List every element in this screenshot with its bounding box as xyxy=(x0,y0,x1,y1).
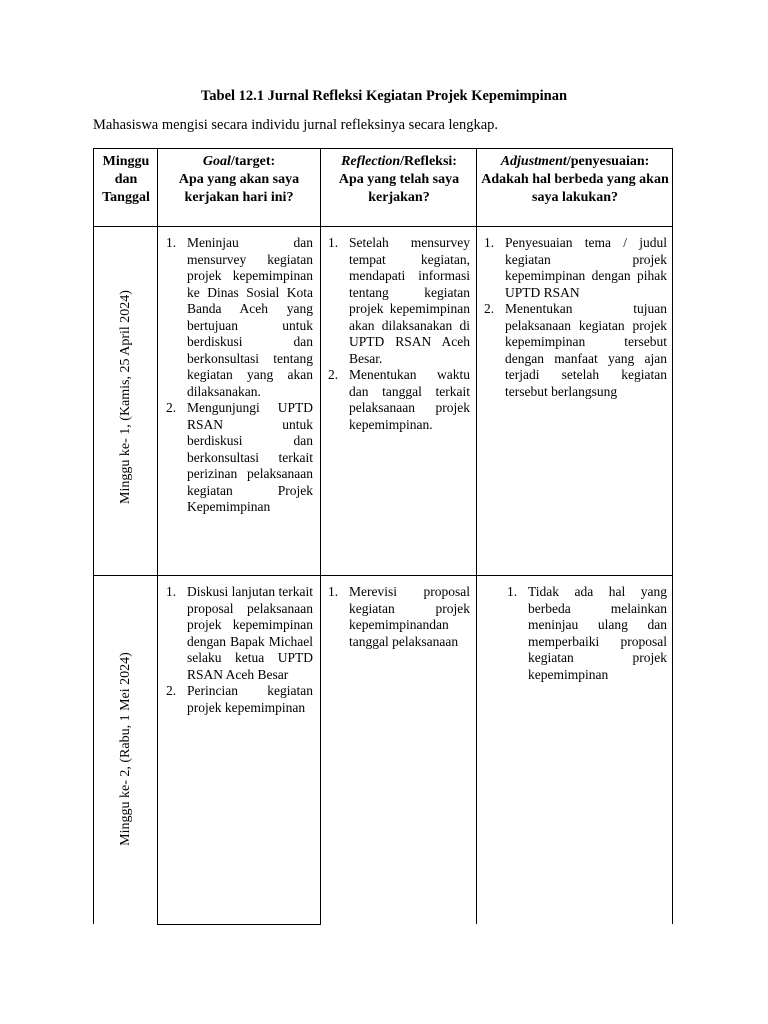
reflection-list-week-1 xyxy=(328,235,470,433)
list-item: 1. Merevisi proposal kegiatan projek kepemimpinandan tanggal pelaksanaan xyxy=(328,584,470,649)
list-item: 2. Mengunjungi UPTD RSAN untuk berdiskusi dan berkonsultasi terkait perizinan pelaksanaan kegiatan Projek Kepemimpinan xyxy=(166,400,313,514)
instruction-text: Mahasiswa mengisi secara individu jurnal refleksinya secara lengkap. xyxy=(93,117,499,133)
list-item: 1. Meninjau dan mensurvey kegiatan projek kepemimpinan ke Dinas Sosial Kota Banda Aceh yang bertujuan untuk berdiskusi dan berkonsultasi tentang kegiatan yang akan dilaksanakan. xyxy=(166,235,313,399)
column-divider xyxy=(157,149,158,924)
header-reflection: Reflection/Refleksi: Apa yang telah saya kerjakan? xyxy=(338,154,460,205)
header-row-divider xyxy=(94,226,672,227)
adjustment-list-week-2 xyxy=(507,584,667,683)
page-title: Tabel 12.1 Jurnal Refleksi Kegiatan Projek Kepemimpinan xyxy=(200,88,568,104)
column-divider xyxy=(320,149,321,924)
goal-cell-bottom-border xyxy=(157,924,321,925)
row-divider xyxy=(94,575,672,576)
list-item: 1. Diskusi lanjutan terkait proposal pelaksanaan projek kepemimpinan dengan Bapak Michael selaku ketua UPTD RSAN Aceh Besar xyxy=(166,584,313,682)
list-item: 1. Penyesuaian tema / judul kegiatan projek kepemimpinan dengan pihak UPTD RSAN xyxy=(484,235,667,300)
list-item: 1. Tidak ada hal yang berbeda melainkan meninjau ulang dan memperbaiki proposal kegiatan projek kepemimpinan xyxy=(507,584,667,682)
goal-list-week-1 xyxy=(166,235,313,516)
goal-list-week-2 xyxy=(166,584,313,716)
column-divider xyxy=(476,149,477,924)
header-week-date: Minggu dan Tanggal xyxy=(102,154,150,205)
list-item: 2. Perincian kegiatan projek kepemimpinan xyxy=(166,683,313,715)
row-label-week-1: Minggu ke- 1, (Kamis, 25 April 2024) xyxy=(118,290,133,504)
reflection-journal-table xyxy=(93,148,673,924)
adjustment-list-week-1 xyxy=(484,235,667,400)
reflection-list-week-2 xyxy=(328,584,470,650)
list-item: 2. Menentukan waktu dan tanggal terkait pelaksanaan projek kepemimpinan. xyxy=(328,367,470,432)
header-adjustment: Adjustment/penyesuaian: Adakah hal berbeda yang akan saya lakukan? xyxy=(481,154,669,205)
row-label-week-2: Minggu ke- 2, (Rabu, 1 Mei 2024) xyxy=(118,652,133,846)
list-item: 2. Menentukan tujuan pelaksanaan kegiatan projek kepemimpinan tersebut dengan manfaat yang ajan terjadi setelah kegiatan tersebut berlangsung xyxy=(484,301,667,399)
list-item: 1. Setelah mensurvey tempat kegiatan, mendapati informasi tentang kegiatan projek kepemimpinan akan dilaksanakan di UPTD RSAN Aceh Besar. xyxy=(328,235,470,366)
header-goal: Goal/target: Apa yang akan saya kerjakan hari ini? xyxy=(178,154,300,205)
